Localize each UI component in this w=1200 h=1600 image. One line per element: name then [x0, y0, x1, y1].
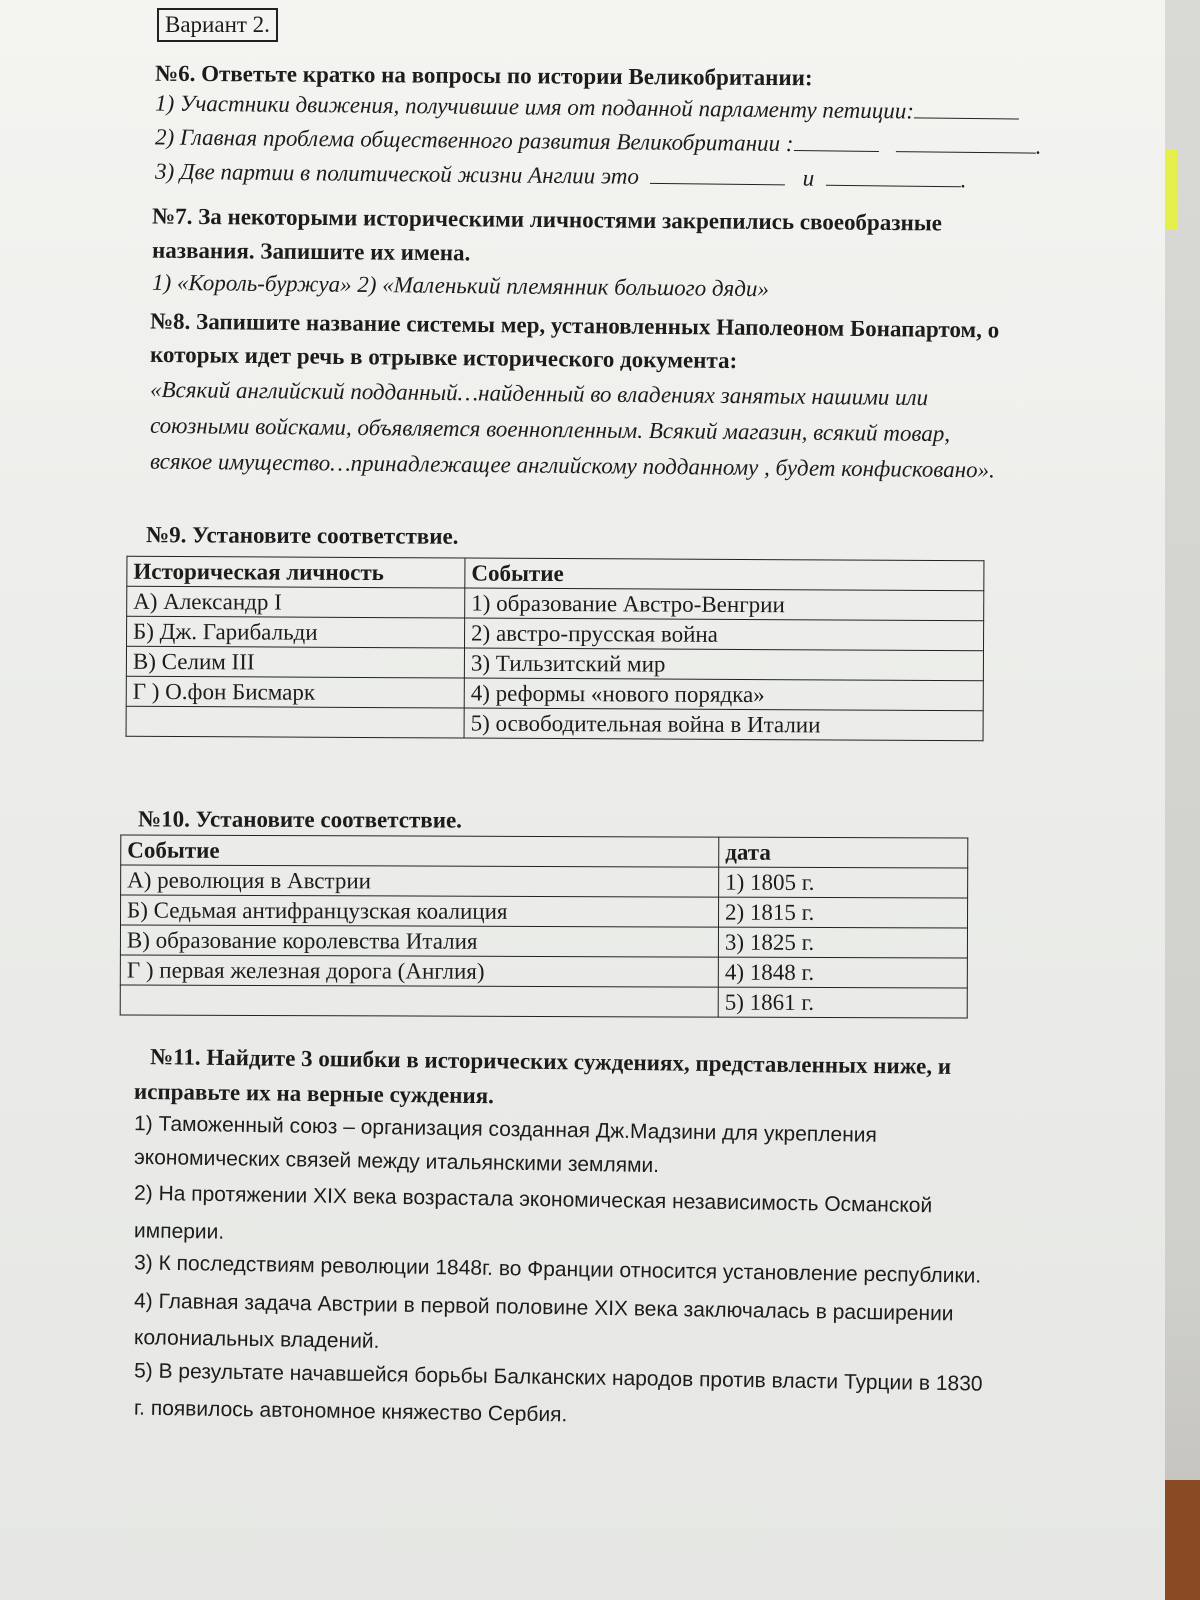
- q9-left-cell: В) Селим III: [126, 646, 464, 678]
- q7-items: 1) «Король-буржуа» 2) «Маленький племянник большого дяди»: [151, 269, 770, 302]
- q10-left-cell: Б) Седьмая антифранцузская коалиция: [121, 895, 719, 927]
- q10-right-cell: 4) 1848 г.: [718, 957, 967, 988]
- q11-title-line2: исправьте их на верные суждения.: [133, 1078, 495, 1109]
- table-row: [120, 925, 967, 958]
- q6-item-3: 3) Две партии в политической жизни Англии это и .: [154, 158, 967, 193]
- q6-answer-1-blank[interactable]: [914, 97, 1019, 119]
- table-surface: [1165, 1480, 1200, 1600]
- q11-line-5: 3) К последствиям революции 1848г. во Франции относится установление республики.: [133, 1251, 982, 1288]
- q9-right-cell: 3) Тильзитский мир: [464, 648, 983, 681]
- highlighter-mark: [1165, 150, 1177, 230]
- q11-line-8: 5) В результате начавшейся борьбы Балканских народов против власти Турции в 1830: [133, 1359, 983, 1396]
- q8-quote-line-1: «Всякий английский подданный…найденный во владениях занятых нашими или: [149, 376, 929, 411]
- table-row: [127, 586, 984, 620]
- table-row: [127, 556, 984, 590]
- q10-col-left-header: Событие: [121, 835, 719, 867]
- q6-answer-3a-blank[interactable]: [650, 163, 785, 185]
- q11-line-7: колониальных владений.: [133, 1326, 380, 1353]
- q8-title-line1: №8. Запишите название системы мер, установленных Наполеоном Бонапартом, о: [149, 308, 1000, 343]
- q9-right-cell: 4) реформы «нового порядка»: [464, 678, 983, 711]
- q9-title: №9. Установите соответствие.: [145, 522, 459, 549]
- table-row: [120, 955, 967, 988]
- q10-left-cell: А) революция в Австрии: [121, 865, 719, 897]
- q11-line-4: империи.: [133, 1219, 225, 1244]
- q11-line-9: г. появилось автономное княжество Сербия.: [133, 1396, 568, 1427]
- q10-right-cell: 5) 1861 г.: [718, 987, 967, 1018]
- q11-line-3: 2) На протяжении XIX века возрастала экономическая независимость Османской: [133, 1181, 933, 1218]
- q9-left-cell: [126, 706, 464, 738]
- q10-right-cell: 3) 1825 г.: [718, 927, 967, 958]
- q10-right-cell: 1) 1805 г.: [719, 867, 968, 898]
- q8-quote-line-3: всякое имущество…принадлежащее английскому подданному , будет конфисковано».: [149, 448, 995, 483]
- q9-col-right-header: Событие: [465, 558, 984, 591]
- table-row: [126, 646, 983, 680]
- table-row: [121, 865, 968, 898]
- table-row: [121, 835, 968, 868]
- q8-title-line2: которых идет речь в отрывке исторического документа:: [149, 341, 738, 374]
- q10-left-cell: [120, 985, 718, 1017]
- q9-right-cell: 2) австро-прусская война: [465, 618, 984, 651]
- q6-item-3-text: 3) Две партии в политической жизни Англии это: [154, 158, 640, 189]
- table-row: [127, 616, 984, 650]
- q6-answer-2b-blank[interactable]: [896, 131, 1036, 153]
- q11-line-6: 4) Главная задача Австрии в первой половине XIX века заключалась в расширении: [133, 1289, 954, 1326]
- variant-label: Вариант 2.: [157, 8, 278, 42]
- q10-left-cell: В) образование королевства Италия: [120, 925, 718, 957]
- q6-title: №6. Ответьте кратко на вопросы по истории Великобритании:: [154, 60, 813, 91]
- q11-title-line1: №11. Найдите 3 ошибки в исторических суждениях, представленных ниже, и: [149, 1044, 952, 1079]
- q6-answer-3b-blank[interactable]: [826, 165, 961, 187]
- q9-col-left-header: Историческая личность: [127, 556, 465, 588]
- table-row: [120, 985, 967, 1018]
- q7-title-line1: №7. За некоторыми историческими личностями закрепились своеобразные: [151, 203, 943, 236]
- q7-title-line2: названия. Запишите их имена.: [151, 237, 471, 266]
- table-row: [121, 895, 968, 928]
- q6-and-word: и: [802, 165, 815, 191]
- q11-line-1: 1) Таможенный союз – организация созданная Дж.Мадзини для укрепления: [133, 1112, 878, 1147]
- q9-left-cell: Б) Дж. Гарибальди: [127, 616, 465, 648]
- q6-item-1-text: 1) Участники движения, получившие имя от поданной парламенту петиции:: [154, 90, 915, 124]
- q10-right-cell: 2) 1815 г.: [718, 897, 967, 928]
- q6-item-2: 2) Главная проблема общественного развития Великобритании : .: [154, 124, 1042, 159]
- q10-title: №10. Установите соответствие.: [137, 806, 463, 833]
- q6-item-2-text: 2) Главная проблема общественного развития Великобритании :: [154, 124, 794, 157]
- q9-left-cell: А) Александр I: [127, 586, 465, 618]
- q9-right-cell: 1) образование Австро-Венгрии: [465, 588, 984, 621]
- q9-right-cell: 5) освободительная война в Италии: [464, 708, 983, 741]
- table-row: [126, 676, 983, 710]
- q11-line-2: экономических связей между итальянскими землями.: [133, 1145, 660, 1178]
- q10-table: [120, 835, 969, 1019]
- q6-answer-2a-blank[interactable]: [793, 130, 878, 152]
- table-row: [126, 706, 983, 740]
- q10-col-right-header: дата: [719, 837, 968, 868]
- q9-left-cell: Г ) О.фон Бисмарк: [126, 676, 464, 708]
- q9-table: [126, 556, 985, 741]
- q6-item-1: [155, 89, 1019, 126]
- q10-left-cell: Г ) первая железная дорога (Англия): [120, 955, 718, 987]
- q8-quote-line-2: союзными войсками, объявляется военнопленным. Всякий магазин, всякий товар,: [149, 412, 951, 447]
- background-edge: [1165, 0, 1200, 1600]
